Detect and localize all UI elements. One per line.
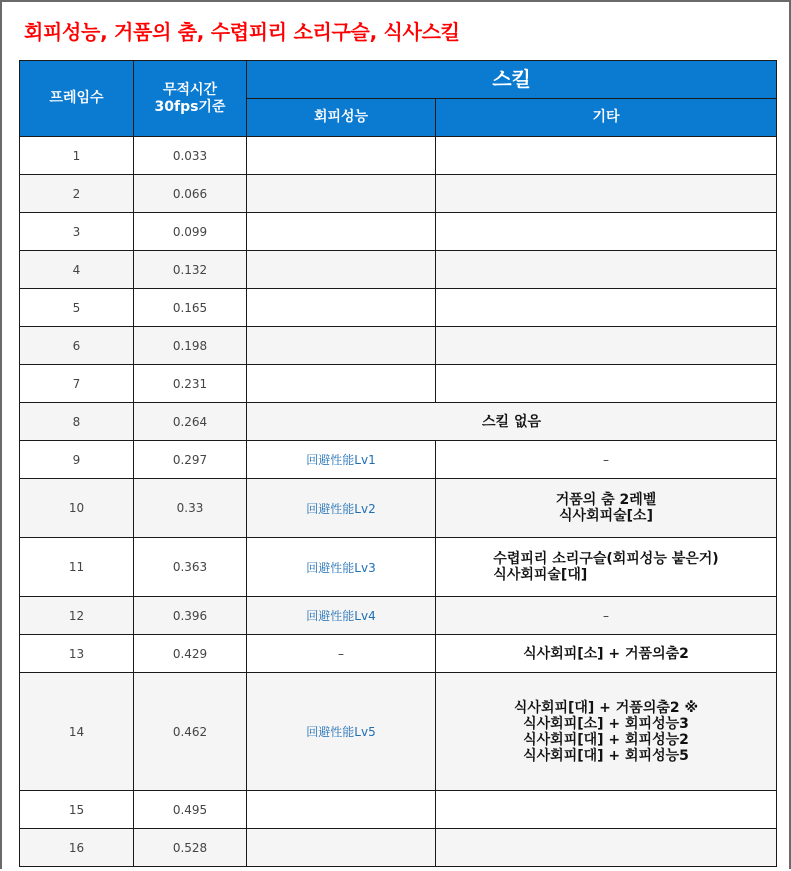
table-row — [20, 635, 777, 673]
other-skill-cell — [436, 441, 777, 479]
skill-merged-cell: 스킬 없음 — [247, 403, 777, 441]
frame-count-cell: 2 — [20, 175, 134, 213]
evasion-cell: 回避性能Lv3 — [247, 538, 436, 597]
other-skill-cell — [436, 635, 777, 673]
other-skill-cell — [436, 213, 777, 251]
table-row — [20, 538, 777, 597]
frame-count-cell: 9 — [20, 441, 134, 479]
other-skill-cell — [436, 597, 777, 635]
frame-count-cell: 1 — [20, 137, 134, 175]
table-row — [20, 597, 777, 635]
invuln-time-cell: 0.462 — [134, 673, 247, 791]
other-skill-line: 식사회피술[대] — [493, 567, 588, 583]
header-invuln-line1: 무적시간 — [162, 81, 218, 98]
other-skill-cell — [436, 365, 777, 403]
frame-count-cell: 4 — [20, 251, 134, 289]
frame-count-cell: 5 — [20, 289, 134, 327]
table-row — [20, 673, 777, 791]
evasion-cell — [247, 289, 436, 327]
invuln-time-cell: 0.33 — [134, 479, 247, 538]
other-skill-cell — [436, 673, 777, 791]
other-skill-line: 수렵피리 소리구슬(회피성능 붙은거) — [493, 551, 719, 567]
invuln-time-cell: 0.099 — [134, 213, 247, 251]
frame-count-cell: 10 — [20, 479, 134, 538]
invuln-time-cell: 0.297 — [134, 441, 247, 479]
table-row — [20, 137, 777, 175]
other-skill-lines — [556, 492, 657, 524]
table-body — [20, 137, 777, 867]
invuln-time-cell: 0.231 — [134, 365, 247, 403]
table-row — [20, 365, 777, 403]
other-skill-line: – — [603, 608, 609, 623]
evasion-cell: – — [247, 635, 436, 673]
other-skill-line: 식사회피[대] + 회피성능5 — [523, 747, 689, 764]
other-skill-cell — [436, 327, 777, 365]
invuln-time-cell: 0.165 — [134, 289, 247, 327]
invuln-time-cell: 0.363 — [134, 538, 247, 597]
other-skill-cell — [436, 791, 777, 829]
header-invuln-line2: 30fps기준 — [154, 98, 226, 115]
table-row — [20, 403, 777, 441]
other-skill-line: 식사회피[소] + 회피성능3 — [523, 715, 689, 732]
table-row — [20, 791, 777, 829]
evasion-cell — [247, 829, 436, 867]
invuln-time-cell: 0.033 — [134, 137, 247, 175]
header-invuln-time — [134, 61, 247, 137]
evasion-cell — [247, 251, 436, 289]
table-row — [20, 251, 777, 289]
frame-count-cell: 15 — [20, 791, 134, 829]
invuln-time-cell: 0.429 — [134, 635, 247, 673]
table-row — [20, 829, 777, 867]
other-skill-cell — [436, 538, 777, 597]
other-skill-lines — [603, 609, 609, 623]
frame-count-cell: 6 — [20, 327, 134, 365]
other-skill-line: 식사회피[소] + 거품의춤2 — [523, 645, 689, 662]
other-skill-line: – — [603, 452, 609, 467]
other-skill-lines — [523, 646, 689, 662]
other-skill-cell — [436, 829, 777, 867]
invuln-time-cell: 0.396 — [134, 597, 247, 635]
other-skill-line: 식사회피[대] + 거품의춤2 ※ — [513, 699, 699, 716]
invuln-time-cell: 0.066 — [134, 175, 247, 213]
evasion-cell — [247, 365, 436, 403]
evasion-cell: 回避性能Lv4 — [247, 597, 436, 635]
evasion-cell — [247, 175, 436, 213]
table-row — [20, 213, 777, 251]
other-skill-lines — [514, 700, 698, 764]
other-skill-cell — [436, 137, 777, 175]
table-row — [20, 327, 777, 365]
frame-count-cell: 13 — [20, 635, 134, 673]
evasion-cell — [247, 327, 436, 365]
frame-count-cell: 12 — [20, 597, 134, 635]
header-evasion: 회피성능 — [247, 99, 436, 137]
page-title: 회피성능, 거품의 춤, 수렵피리 소리구슬, 식사스킬 — [24, 20, 460, 44]
evasion-cell — [247, 791, 436, 829]
frame-count-cell: 3 — [20, 213, 134, 251]
frame-count-cell: 11 — [20, 538, 134, 597]
evasion-cell: 回避性能Lv1 — [247, 441, 436, 479]
frame-count-cell: 8 — [20, 403, 134, 441]
other-skill-cell — [436, 175, 777, 213]
header-skill: 스킬 — [247, 61, 777, 99]
other-skill-cell — [436, 251, 777, 289]
invuln-time-cell: 0.528 — [134, 829, 247, 867]
invuln-time-cell: 0.132 — [134, 251, 247, 289]
frame-count-cell: 7 — [20, 365, 134, 403]
table-row — [20, 175, 777, 213]
frame-count-cell: 16 — [20, 829, 134, 867]
other-skill-lines — [493, 551, 718, 583]
other-skill-cell — [436, 479, 777, 538]
evasion-cell — [247, 213, 436, 251]
frame-count-cell: 14 — [20, 673, 134, 791]
evasion-cell — [247, 137, 436, 175]
header-other: 기타 — [436, 99, 777, 137]
other-skill-line: 식사회피[대] + 회피성능2 — [523, 731, 689, 748]
table-row — [20, 289, 777, 327]
other-skill-cell — [436, 289, 777, 327]
invuln-time-cell: 0.495 — [134, 791, 247, 829]
table-row — [20, 479, 777, 538]
other-skill-line: 거품의 춤 2레벨 — [555, 492, 657, 508]
other-skill-line: 식사회피술[소] — [559, 508, 653, 524]
invulnerability-table — [19, 60, 777, 867]
evasion-cell: 回避性能Lv2 — [247, 479, 436, 538]
evasion-cell: 回避性能Lv5 — [247, 673, 436, 791]
header-frames: 프레임수 — [20, 61, 134, 137]
table-row — [20, 441, 777, 479]
invuln-time-cell: 0.264 — [134, 403, 247, 441]
other-skill-lines — [603, 453, 609, 467]
invuln-time-cell: 0.198 — [134, 327, 247, 365]
